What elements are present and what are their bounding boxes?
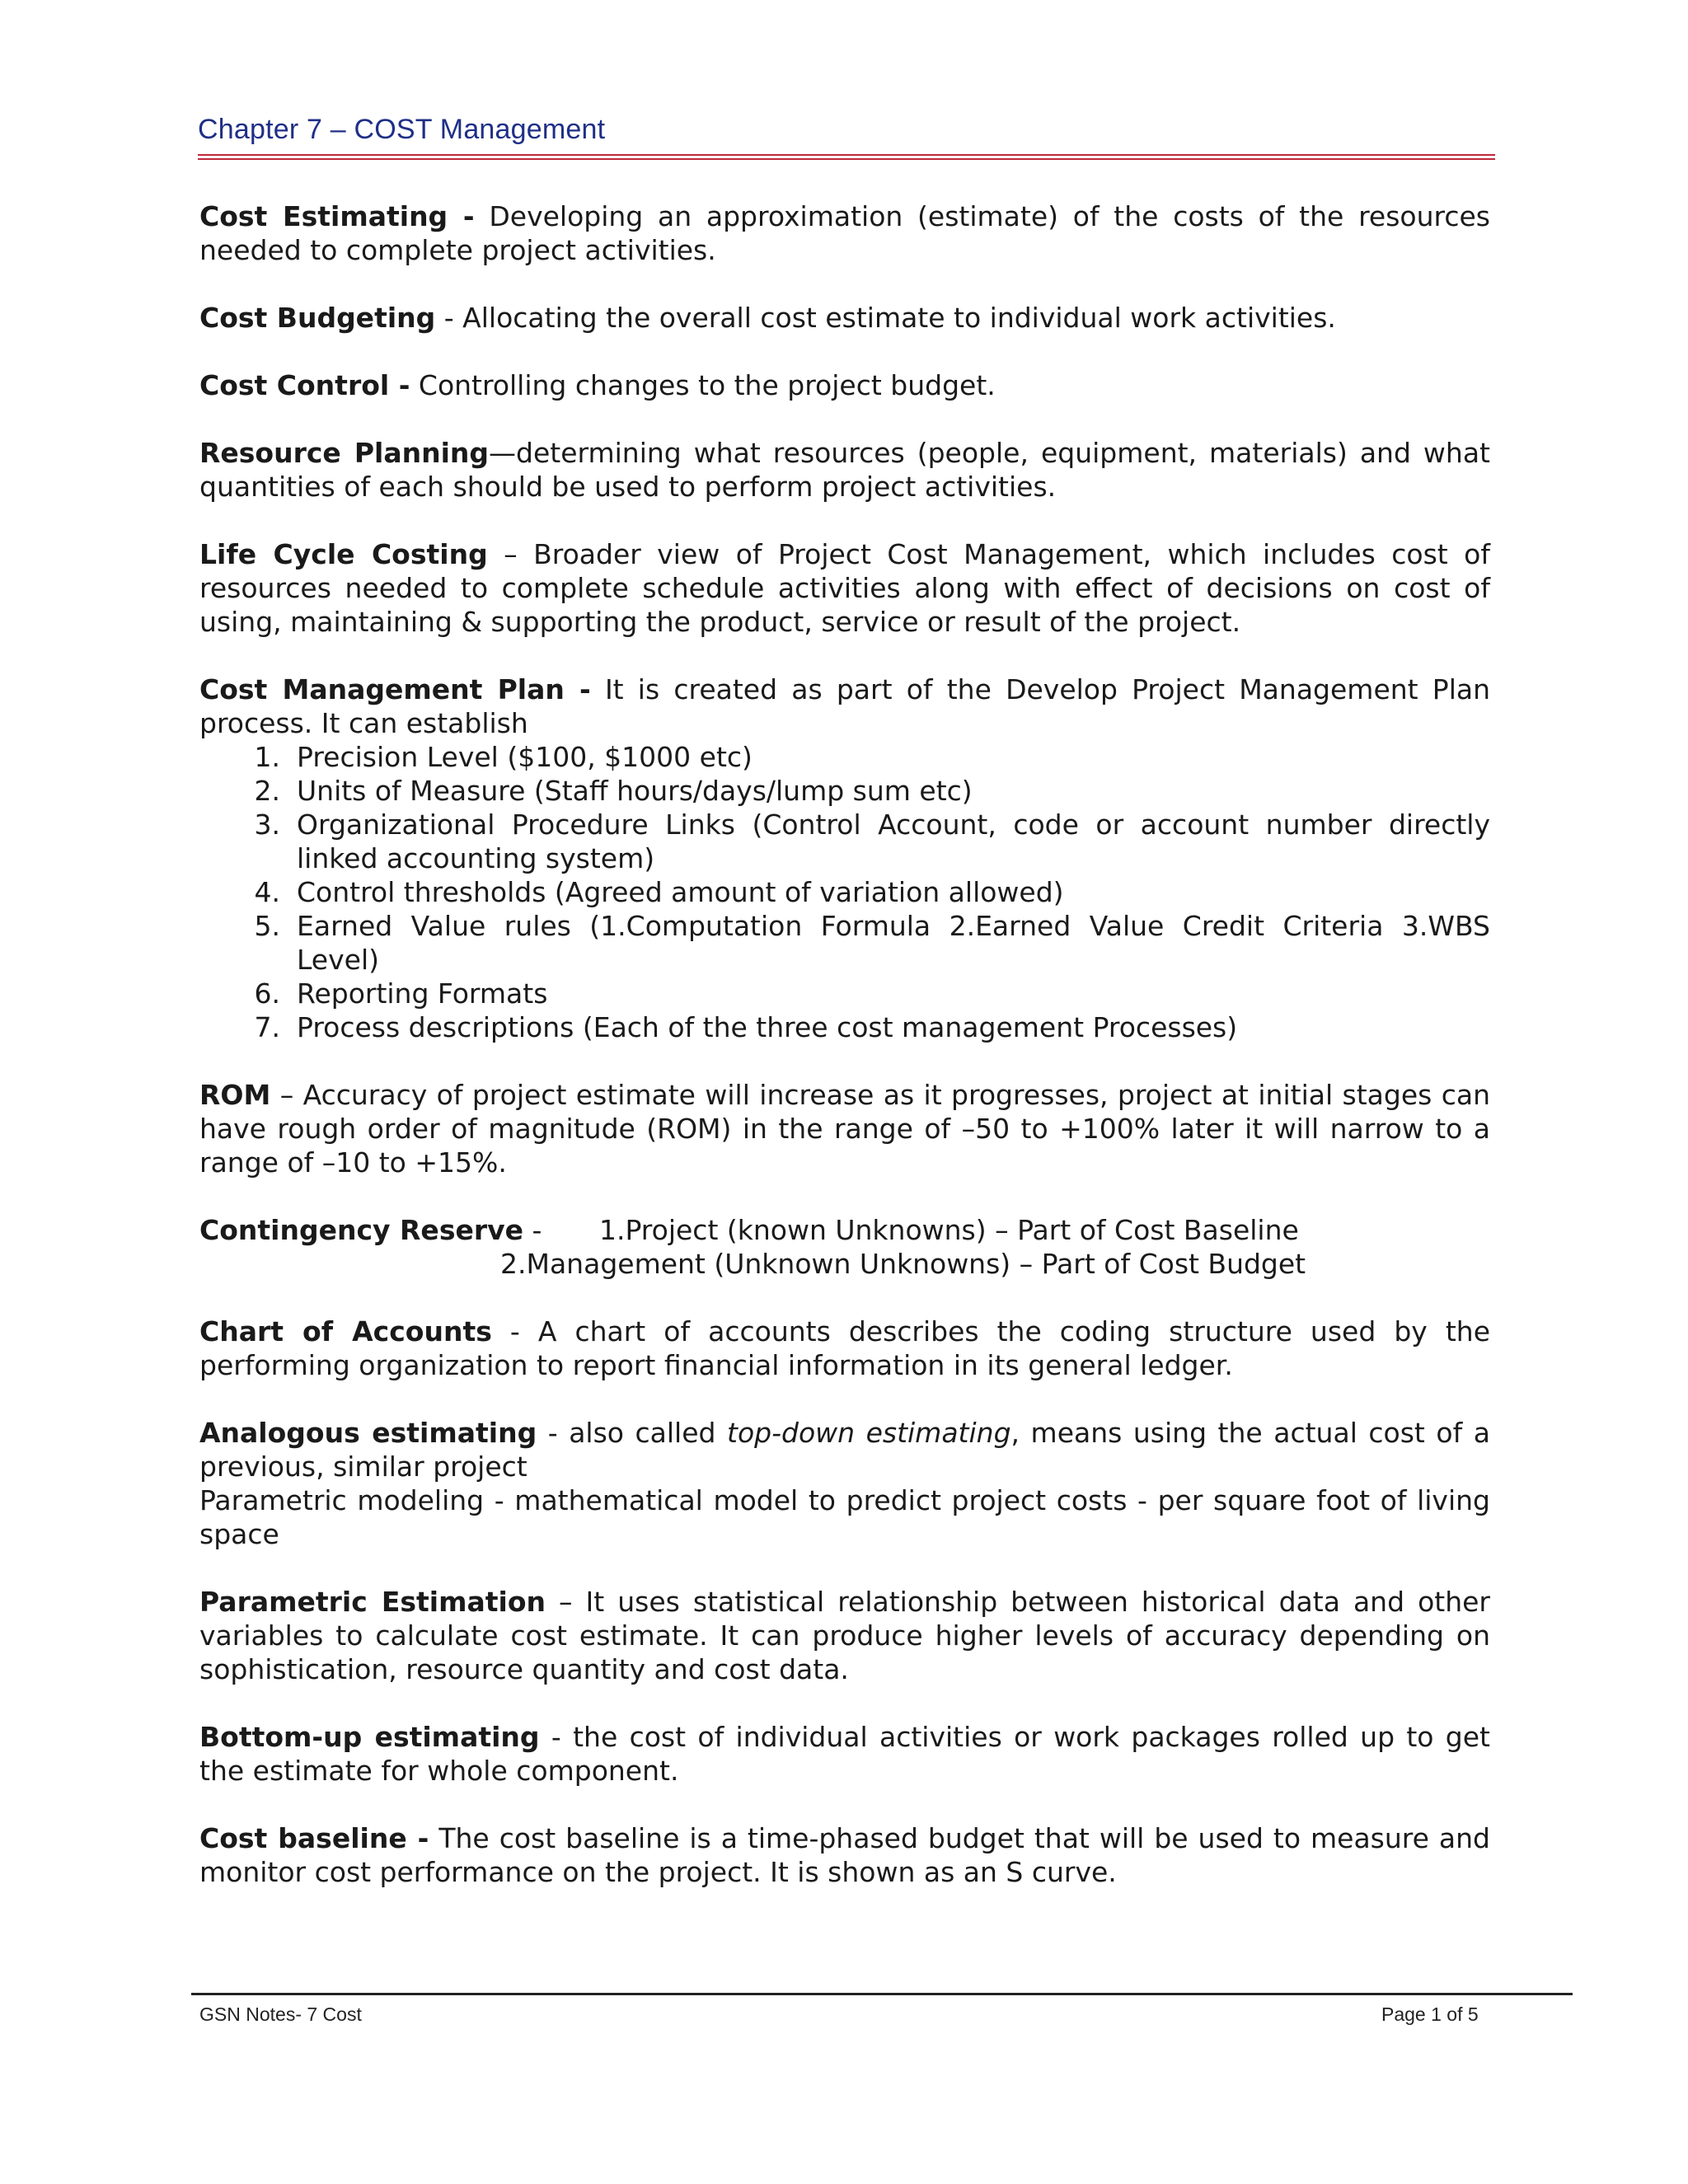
term-label: Resource Planning [199, 437, 489, 469]
list-item [199, 909, 1490, 977]
term-label: Cost Control - [199, 369, 410, 401]
analogous-estimating-block [199, 1416, 1490, 1551]
list-number: 4. [254, 876, 280, 908]
definition-text: - also called [537, 1417, 728, 1449]
term-dash: - [523, 1214, 542, 1246]
parametric-modeling-text: Parametric modeling - mathematical model to predict project costs - per square foot of living space [199, 1484, 1490, 1550]
cost-budgeting-paragraph [199, 301, 1490, 335]
contingency-management-line: 2.Management (Unknown Unknowns) – Part of Cost Budget [500, 1248, 1306, 1280]
cost-control-paragraph [199, 368, 1490, 402]
cost-baseline-paragraph [199, 1821, 1490, 1889]
contingency-row-1 [199, 1213, 1490, 1247]
list-item [199, 808, 1490, 875]
list-text: Process descriptions (Each of the three cost management Processes) [297, 1011, 1238, 1043]
bottom-up-estimating-paragraph [199, 1720, 1490, 1788]
definition-text: - A chart of accounts describes the coding structure used by the performing organization to report financial information in its general ledger. [199, 1315, 1490, 1381]
contingency-reserve-block [199, 1213, 1490, 1281]
footer-document-name: GSN Notes- 7 Cost [199, 2004, 362, 2025]
list-number: 1. [254, 741, 280, 773]
chapter-title: Chapter 7 – COST Management [198, 114, 606, 145]
cost-management-plan-paragraph [199, 673, 1490, 740]
definition-text: – It uses statistical relationship between historical data and other variables to calculate cost estimate. It can produce higher levels of accuracy depending on sophistication, resource quantity and cost data. [199, 1586, 1490, 1685]
list-item [199, 774, 1490, 808]
footer-page-number: Page 1 of 5 [1381, 2004, 1479, 2025]
term-label: Parametric Estimation [199, 1586, 546, 1618]
list-number: 5. [254, 910, 280, 942]
term-label: Life Cycle Costing [199, 538, 488, 570]
resource-planning-paragraph [199, 436, 1490, 504]
definition-text: The cost baseline is a time-phased budget that will be used to measure and monitor cost performance on the project. It is shown as an S curve. [199, 1822, 1490, 1888]
definition-text: , means using the actual cost of a previous, similar project [199, 1417, 1490, 1483]
term-label: Cost Management Plan - [199, 673, 591, 705]
list-item [199, 977, 1490, 1010]
definition-text: It is created as part of the Develop Project Management Plan process. It can establish [199, 673, 1490, 739]
definition-text: - Allocating the overall cost estimate to individual work activities. [435, 302, 1336, 334]
list-item [199, 1010, 1490, 1044]
page-footer [191, 1993, 1573, 2025]
term-label: Chart of Accounts [199, 1315, 492, 1347]
term-label: ROM [199, 1079, 271, 1111]
list-number: 3. [254, 808, 280, 841]
list-item [199, 875, 1490, 909]
life-cycle-costing-paragraph [199, 537, 1490, 639]
list-text: Precision Level ($100, $1000 etc) [297, 741, 753, 773]
list-text: Earned Value rules (1.Computation Formula 2.Earned Value Credit Criteria 3.WBS Level) [297, 910, 1490, 976]
list-item [199, 740, 1490, 774]
list-text: Control thresholds (Agreed amount of variation allowed) [297, 876, 1064, 908]
term-label: Cost baseline - [199, 1822, 429, 1854]
header-double-rule [198, 154, 1495, 160]
list-text: Reporting Formats [297, 977, 548, 1010]
page-header [198, 114, 1495, 160]
contingency-project-line: 1.Project (known Unknowns) – Part of Cost Baseline [599, 1214, 1299, 1246]
term-label: Cost Budgeting [199, 302, 436, 334]
term-label: Cost Estimating - [199, 200, 475, 232]
list-text: Organizational Procedure Links (Control Account, code or account number directly linked accounting system) [297, 808, 1490, 874]
definition-text: Controlling changes to the project budget. [410, 369, 996, 401]
definition-text: - the cost of individual activities or work packages rolled up to get the estimate for whole component. [199, 1721, 1490, 1787]
cost-management-plan-list [199, 740, 1490, 1044]
definition-text: Developing an approximation (estimate) of the costs of the resources needed to complete project activities. [199, 200, 1490, 266]
term-label: Contingency Reserve [199, 1214, 524, 1246]
list-number: 6. [254, 977, 280, 1010]
definition-text: – Broader view of Project Cost Management, which includes cost of resources needed to complete schedule activities along with effect of decisions on cost of using, maintaining & supporting the product, service or result of the project. [199, 538, 1490, 638]
list-number: 7. [254, 1011, 280, 1043]
document-body [199, 199, 1490, 1923]
definition-text: —determining what resources (people, equipment, materials) and what quantities of each should be used to perform project activities. [199, 437, 1490, 503]
list-text: Units of Measure (Staff hours/days/lump sum etc) [297, 775, 973, 807]
parametric-estimation-paragraph [199, 1585, 1490, 1686]
term-label: Analogous estimating [199, 1417, 537, 1449]
rom-paragraph [199, 1078, 1490, 1179]
italic-term: top-down estimating [727, 1417, 1011, 1449]
list-number: 2. [254, 775, 280, 807]
term-label: Bottom-up estimating [199, 1721, 540, 1753]
chart-of-accounts-paragraph [199, 1315, 1490, 1382]
cost-estimating-paragraph [199, 199, 1490, 267]
definition-text: – Accuracy of project estimate will increase as it progresses, project at initial stages can have rough order of magnitude (ROM) in the range of –50 to +100% later it will narrow to a range of –10 to +15%. [199, 1079, 1490, 1179]
contingency-label [199, 1213, 599, 1247]
analogous-estimating-paragraph [199, 1416, 1490, 1483]
